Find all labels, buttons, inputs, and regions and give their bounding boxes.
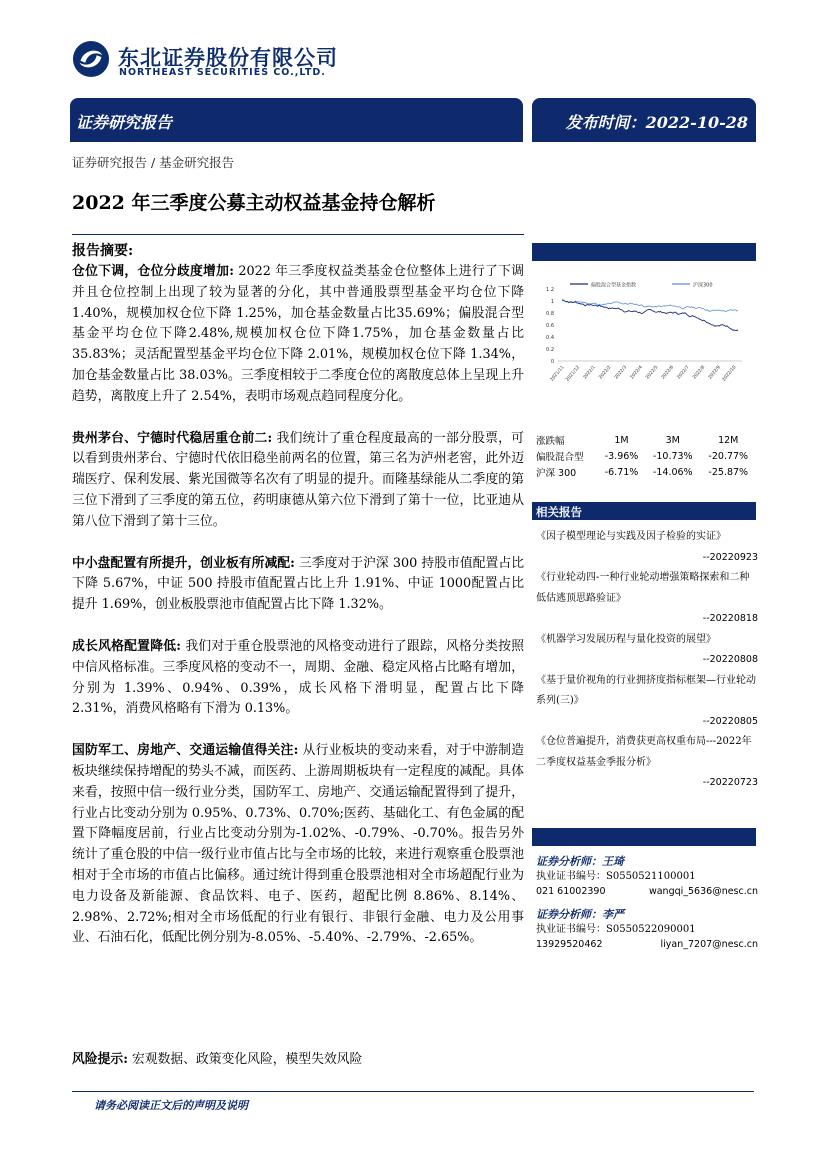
- y-tick-label: 0.2: [546, 347, 554, 353]
- analyst-cert: 执业证书编号：S0550522090001: [536, 924, 696, 935]
- table-row: [536, 464, 756, 480]
- list-item[interactable]: [536, 671, 758, 733]
- paragraph-text: 2022 年三季度权益类基金仓位整体上进行了下调并且仓位控制上出现了较为显著的分化，其中普通股票型基金平均仓位下降 1.40%，规模加权仓位下降 1.25%，加仓基金数量占比35.69%；偏股混合型基金平均仓位下降2.48%,规模加权仓位下降1.75%，加仓基金数量占比 35.83%；灵活配置型基金平均仓位下降 2.01%，规模加权仓位下降 1.34%，加仓基金数量占比 38.03%。三季度相较于二季度仓位的离散度总体上呈现上升趋势，离散度上升了 2.54%，表明市场观点趋同程度分化。: [72, 264, 524, 404]
- paragraph-position: [72, 262, 524, 408]
- header-cell: 涨跌幅: [536, 436, 565, 447]
- analyst-email[interactable]: wangqi_5636@nesc.cn: [648, 886, 758, 897]
- table-cell: 偏股混合型: [536, 452, 584, 463]
- risk-warning: [72, 1048, 362, 1067]
- paragraph-text: 我们对于重仓股票池的风格变动进行了跟踪，风格分类按照中信风格标准。三季度风格的变动不一，周期、金融、稳定风格占比略有增加，分别为 1.39%、0.94%、0.39%，成长风格下滑明显，配置占比下降 2.31%，消费风格略有下滑为 0.13%。: [72, 638, 524, 717]
- list-item[interactable]: [536, 732, 758, 794]
- page-title: 2022 年三季度公募主动权益基金持仓解析: [72, 192, 436, 214]
- report-title: 《行业轮动四-一种行业轮动增强策略探索和二种低估逃顶思路验证》: [536, 572, 750, 604]
- report-title: 《仓位普遍提升，消费获更高权重布局---2022年二季度权益基金季报分析》: [536, 736, 752, 768]
- risk-lead: 风险提示:: [72, 1052, 128, 1067]
- report-date: --20220808: [702, 654, 758, 665]
- title-divider: [72, 234, 524, 235]
- table-cell: -25.87%: [708, 466, 749, 478]
- analyst-phone: 021 61002390: [536, 886, 606, 897]
- paragraph-lead: 中小盘配置有所提升，创业板有所减配:: [72, 555, 295, 571]
- related-reports-header: [532, 502, 756, 520]
- y-tick-label: 0: [550, 359, 554, 365]
- list-item[interactable]: [536, 630, 758, 671]
- table-cell: -14.06%: [652, 466, 693, 478]
- footer-divider: [72, 1091, 754, 1092]
- paragraph-lead: 仓位下调，仓位分歧度增加:: [72, 264, 234, 279]
- paragraph-lead: 贵州茅台、宁德时代稳居重仓前二:: [72, 430, 273, 446]
- table-row: [536, 448, 756, 464]
- series-line-csi300: [562, 300, 738, 311]
- company-name-en: NORTHEAST SECURITIES CO.,LTD.: [119, 67, 326, 78]
- paragraph-text: 我们统计了重仓程度最高的一部分股票，可以看到贵州茅台、宁德时代依旧稳坐前两名的位置，第三名为泸州老窖，此外迈瑞医疗、保利发展、紫光国微等名次有了明显的提升。而隆基绿能从二季度的第三位下滑到了三季度的第五位，药明康德从第六位下滑到了第十一位，比亚迪从第八位下滑到了第十三位。: [72, 430, 524, 529]
- abstract-body: [72, 262, 524, 970]
- header-cell: 12M: [718, 434, 739, 446]
- report-title: 《机器学习发展历程与量化投资的展望》: [536, 633, 716, 645]
- y-tick-label: 0.4: [546, 335, 554, 341]
- table-cell: -3.96%: [604, 450, 639, 462]
- x-tick-label: 2022/2: [598, 365, 613, 381]
- header-cell: 1M: [614, 434, 629, 446]
- analyst-card: [536, 854, 758, 899]
- series-line-equity-hybrid: [562, 300, 738, 331]
- table-cell: -10.73%: [652, 450, 693, 462]
- paragraph-style: [72, 637, 524, 720]
- y-tick-label: 1.2: [546, 287, 554, 293]
- table-cell: -6.71%: [604, 466, 639, 478]
- legend-label: 偏股混合型基金指数: [591, 282, 637, 289]
- header-cell: 3M: [665, 434, 680, 446]
- y-tick-label: 0.6: [546, 323, 554, 329]
- related-reports-list: [536, 527, 758, 794]
- risk-text: 宏观数据、政策变化风险，模型失效风险: [127, 1052, 363, 1067]
- report-title: 《因子模型理论与实践及因子检验的实证》: [536, 531, 726, 542]
- x-tick-label: 2022/1: [582, 365, 597, 381]
- x-tick-label: 2022/10: [721, 365, 738, 383]
- publish-date-label: 发布时间：2022-10-28: [565, 113, 748, 132]
- analysts-section: [536, 854, 758, 952]
- report-date: --20220818: [702, 613, 758, 624]
- analyst-name: 证券分析师：王琦: [536, 855, 624, 868]
- footer-disclaimer: 请务必阅读正文后的声明及说明: [94, 1099, 248, 1112]
- performance-chart: [532, 263, 756, 393]
- performance-table: [536, 432, 756, 480]
- y-tick-label: 0.8: [546, 311, 554, 317]
- related-reports-title: 相关报告: [536, 505, 582, 519]
- x-tick-label: 2022/5: [645, 365, 660, 381]
- x-tick-label: 2022/7: [676, 365, 691, 381]
- x-tick-label: 2022/6: [660, 365, 675, 381]
- company-name-cn: 东北证券股份有限公司: [118, 46, 338, 70]
- list-item[interactable]: [536, 527, 758, 568]
- analyst-cert: 执业证书编号：S0550521100001: [536, 871, 696, 882]
- report-title: 《基于量价视角的行业拥挤度指标框架—行业轮动系列(三)》: [536, 674, 756, 706]
- legend-label: 沪深300: [693, 282, 713, 289]
- x-tick-label: 2021/11: [549, 365, 566, 383]
- paragraph-industry: [72, 741, 524, 949]
- x-tick-label: 2022/9: [707, 365, 722, 381]
- breadcrumb: 证券研究报告 / 基金研究报告: [72, 155, 235, 170]
- paragraph-lead: 国防军工、房地产、交通运输值得关注:: [72, 743, 299, 759]
- report-date: --20220923: [702, 551, 758, 563]
- paragraph-text: 三季度对于沪深 300 持股市值配置占比下降 5.67%，中证 500 持股市值配置占比上升 1.91%、中证 1000配置占比提升 1.69%，创业板股票池市值配置占比下降 1.32%。: [72, 555, 524, 613]
- performance-header-row: [536, 432, 756, 448]
- table-cell: -20.77%: [708, 450, 749, 462]
- report-type-label: 证券研究报告: [76, 113, 173, 132]
- analyst-email[interactable]: liyan_7207@nesc.cn: [660, 939, 758, 950]
- company-logo-icon: [72, 40, 110, 78]
- analyst-card: [536, 907, 758, 952]
- x-tick-label: 2022/4: [629, 365, 644, 381]
- publish-date-banner: [532, 98, 756, 142]
- x-tick-label: 2022/8: [692, 365, 707, 381]
- report-type-banner: [70, 98, 523, 142]
- report-date: --20220805: [702, 715, 758, 727]
- report-date: --20220723: [702, 777, 758, 788]
- y-tick-label: 1: [550, 299, 554, 305]
- analyst-phone: 13929520462: [536, 939, 603, 950]
- table-cell: 沪深 300: [536, 468, 577, 479]
- paragraph-cap-allocation: [72, 554, 524, 616]
- chart-header-bar: [532, 243, 756, 261]
- analysts-header-bar: [532, 828, 756, 846]
- analyst-name: 证券分析师：李严: [536, 908, 624, 921]
- x-tick-label: 2022/3: [614, 365, 629, 381]
- abstract-heading: 报告摘要:: [72, 243, 134, 259]
- paragraph-lead: 成长风格配置降低:: [72, 638, 182, 654]
- list-item[interactable]: [536, 568, 758, 630]
- paragraph-text: 从行业板块的变动来看，对于中游制造板块继续保持增配的势头不减，而医药、上游周期板块有一定程度的减配。具体来看，按照中信一级行业分类，国防军工、房地产、交通运输配置得到了提升，行业占比变动分别为 0.95%、0.73%、0.70%;医药、基础化工、有色金属的配置下降幅度居前，行业占比变动分别为-1.02%、-0.79%、-0.70%。报告另外统计了重仓股的中信一级行业市值占比与全市场的比较，来进行观察重仓股票池相对于全市场的市值占比偏移。通过统计得到重仓股票池相对全市场超配行业为电力设备及新能源、食品饮料、电子、医药，超配比例 8.86%、8.14%、2.98%、2.72%;相对全市场低配的行业有银行、非银行金融、电力及公用事业、石油石化，低配比例分别为-8.05%、-5.40%、-2.79%、-2.65%。: [72, 743, 524, 946]
- paragraph-top-holdings: [72, 429, 524, 533]
- x-tick-label: 2021/12: [565, 365, 582, 383]
